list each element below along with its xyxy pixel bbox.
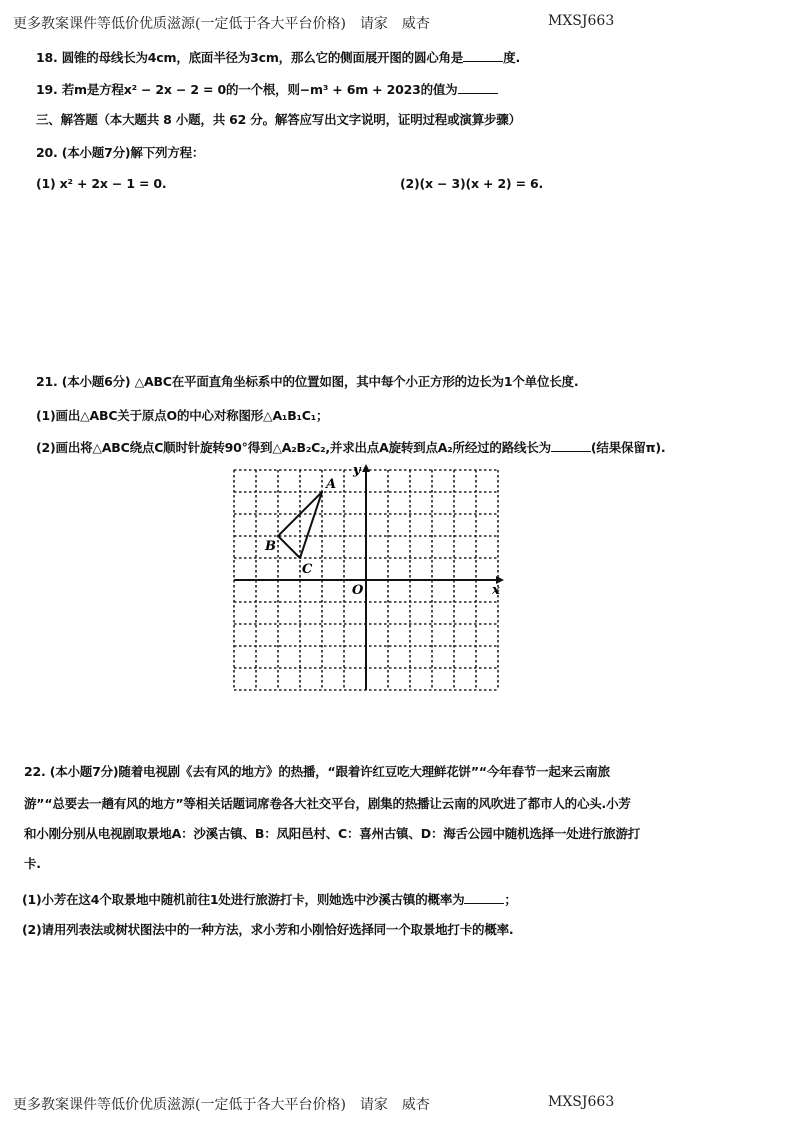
- question-21-part-2: [36, 438, 665, 456]
- point-label-a: A: [326, 477, 337, 492]
- question-20-part-2: (2)(x − 3)(x + 2) = 6.: [400, 176, 544, 191]
- question-22-line-1: 22. (本小题7分)随着电视剧《去有风的地方》的热播，“跟着许红豆吃大理鲜花饼”“今年春节一起来云南旅: [24, 764, 610, 779]
- question-22-line-3: 和小刚分别从电视剧取景地A：沙溪古镇、B：凤阳邑村、C：喜州古镇、D：海舌公园中随机选择一处进行旅游打: [24, 826, 641, 841]
- page-footer: [13, 1094, 615, 1114]
- question-21: 21. (本小题6分) △ABC在平面直角坐标系中的位置如图，其中每个小正方形的边长为1个单位长度.: [36, 374, 579, 389]
- origin-label: O: [352, 583, 364, 598]
- question-20: 20. (本小题7分)解下列方程：: [36, 145, 205, 160]
- point-label-c: C: [302, 562, 313, 577]
- question-19-text: 19. 若m是方程x² − 2x − 2 = 0的一个根，则−m³ + 6m + 2023的值为: [36, 82, 458, 97]
- question-18-tail: 度.: [503, 50, 521, 65]
- page-header: [13, 13, 615, 33]
- question-18-text: 18. 圆锥的母线长为4cm，底面半径为3cm，那么它的侧面展开图的圆心角是: [36, 50, 464, 65]
- question-21-part-2-text: (2)画出将△ABC绕点C顺时针旋转90°得到△A₂B₂C₂,并求出点A旋转到点A₂所经过的路线长为: [36, 440, 551, 455]
- answer-blank[interactable]: [458, 81, 498, 94]
- footer-text: 更多教案课件等低价优质滋源(一定低于各大平台价格) 请家 威杏: [13, 1097, 430, 1113]
- question-20-part-1: (1) x² + 2x − 1 = 0.: [36, 176, 167, 191]
- question-21-part-2-tail: (结果保留π).: [590, 440, 666, 455]
- question-22-part-1-tail: ；: [504, 892, 517, 907]
- question-22-part-1-text: (1)小芳在这4个取景地中随机前往1处进行旅游打卡，则她选中沙溪古镇的概率为: [22, 892, 465, 907]
- question-22-line-2: 游”“总要去一趟有风的地方”等相关话题词席卷各大社交平台，剧集的热播让云南的风吹进了都市人的心头.小芳: [24, 796, 631, 811]
- question-22-part-1: [22, 890, 517, 908]
- x-axis-label: x: [492, 583, 500, 598]
- y-axis-arrow-icon: [362, 464, 370, 472]
- footer-code: MXSJ663: [548, 1094, 615, 1110]
- answer-blank[interactable]: [464, 891, 504, 904]
- header-code: MXSJ663: [548, 13, 615, 29]
- question-19: [36, 80, 498, 98]
- point-label-b: B: [265, 539, 276, 554]
- coordinate-grid: [226, 462, 506, 712]
- answer-blank[interactable]: [551, 439, 591, 452]
- y-axis-label: y: [353, 463, 361, 478]
- question-22-line-4: 卡.: [24, 856, 41, 871]
- question-21-part-1: (1)画出△ABC关于原点O的中心对称图形△A₁B₁C₁；: [36, 408, 329, 423]
- question-18: [36, 48, 520, 66]
- section-3-heading: 三、解答题（本大题共 8 小题，共 62 分。解答应写出文字说明，证明过程或演算步骤）: [36, 112, 521, 127]
- question-22-part-2: (2)请用列表法或树状图法中的一种方法，求小芳和小刚恰好选择同一个取景地打卡的概率.: [22, 922, 514, 937]
- answer-blank[interactable]: [463, 49, 503, 62]
- header-text: 更多教案课件等低价优质滋源(一定低于各大平台价格) 请家 威杏: [13, 16, 430, 32]
